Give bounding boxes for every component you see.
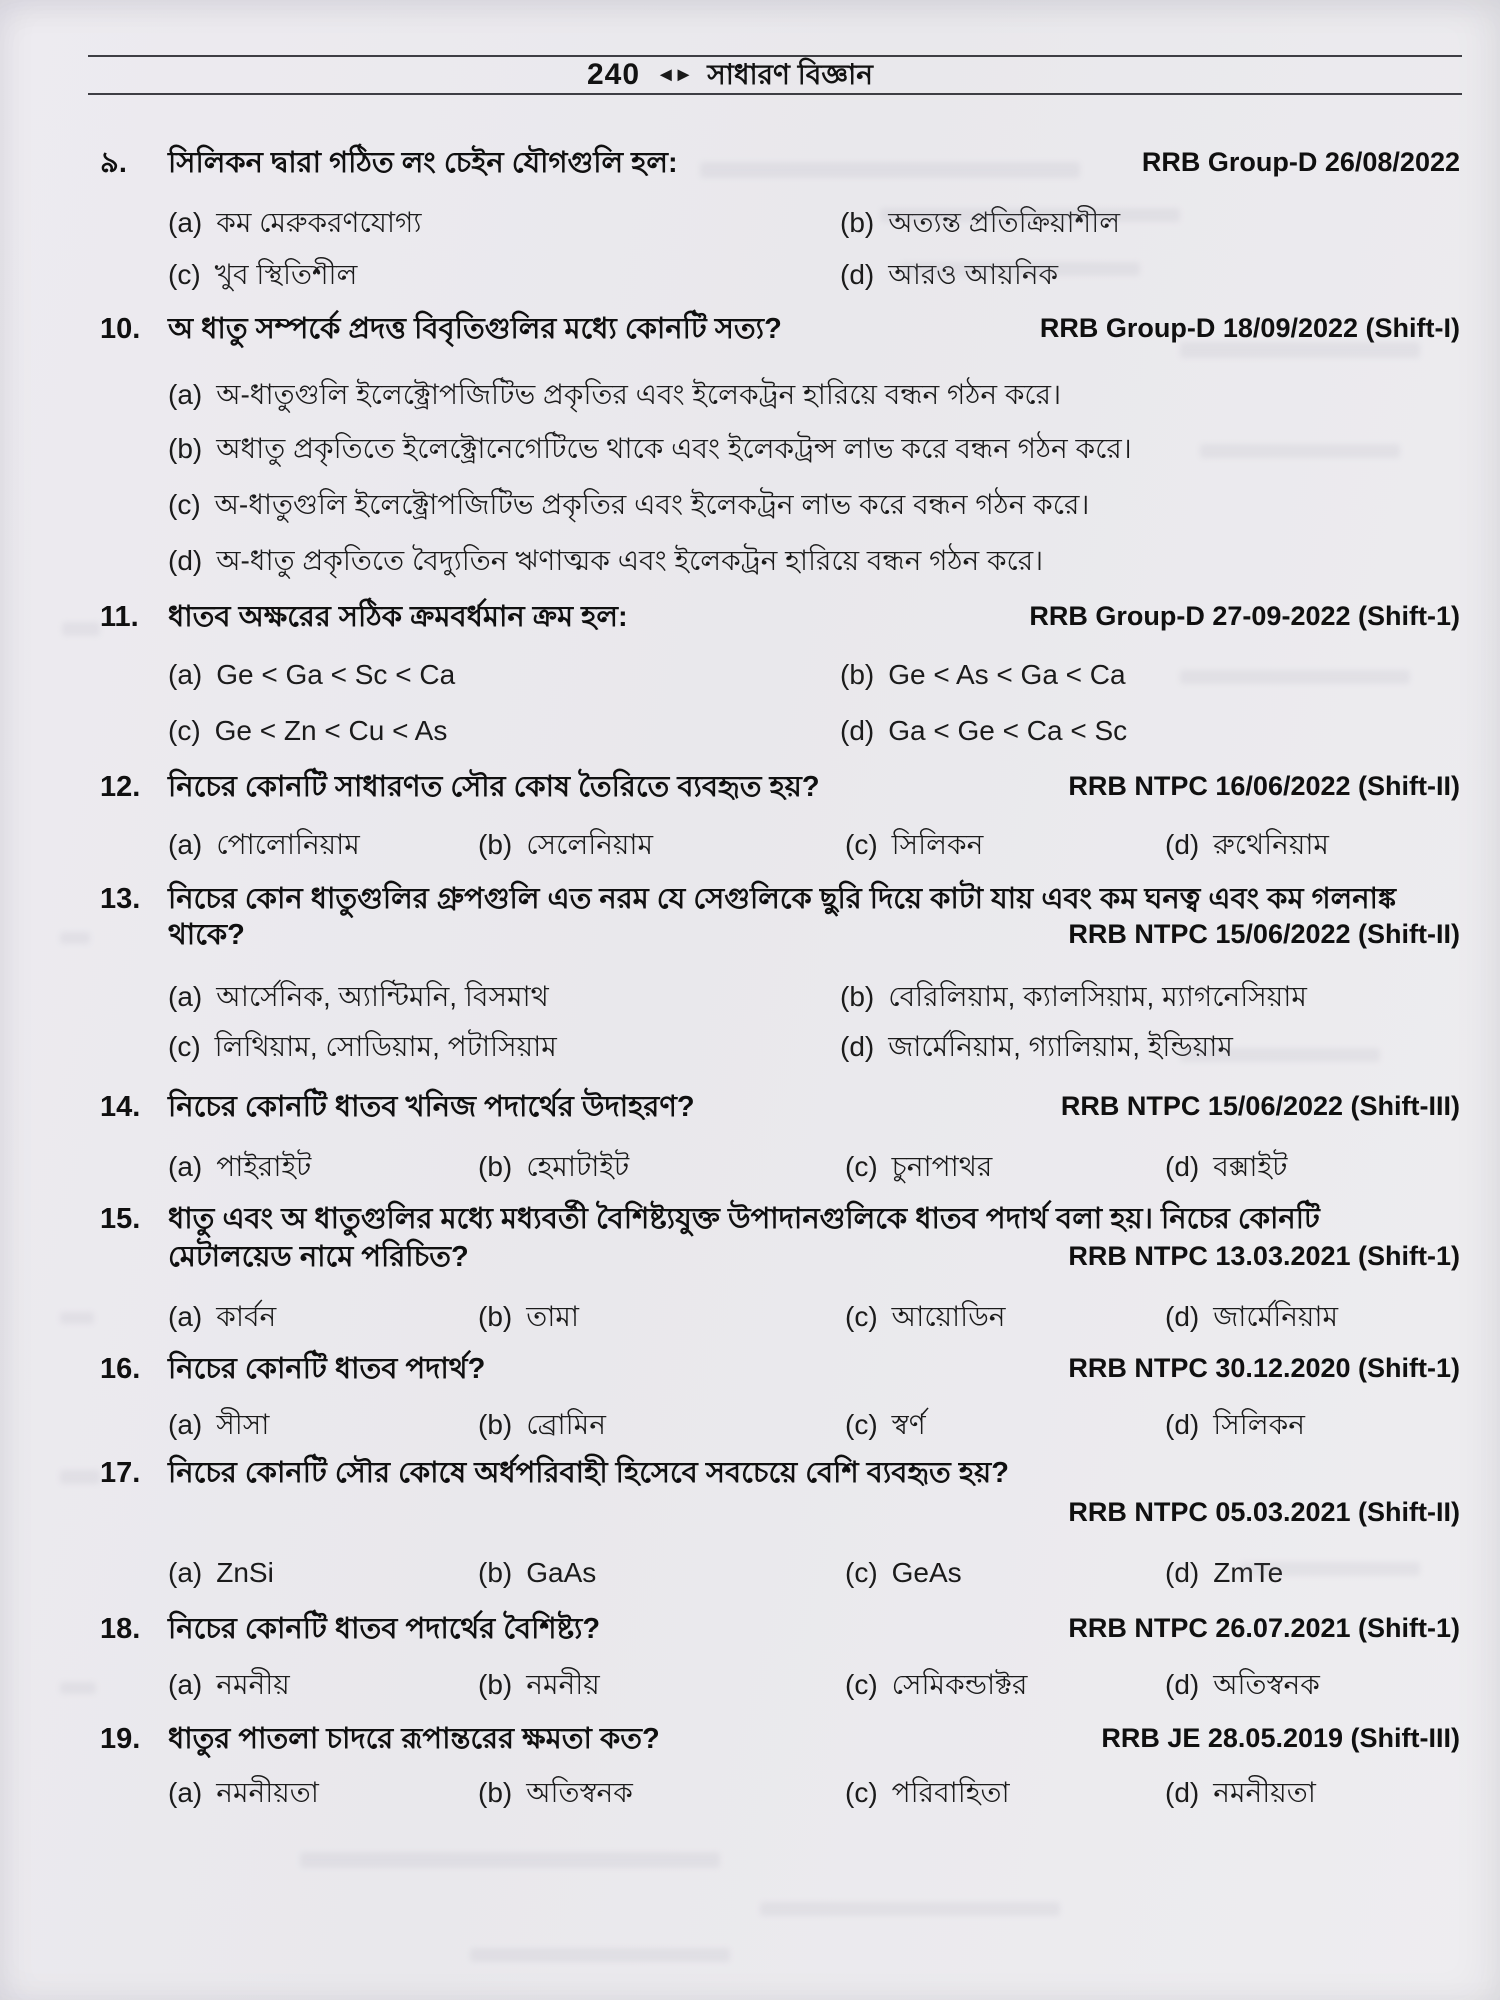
option-d [1165,828,1460,862]
option-label: (b) [840,207,875,238]
bleedthrough-artifact [60,932,90,944]
option-text: অতিস্বনক [526,1777,633,1808]
option-label: (d) [840,1031,875,1062]
bleedthrough-artifact [470,1948,730,1962]
option-label: (a) [168,659,203,690]
option-d [1165,1556,1460,1590]
exam-ref-line [1050,1496,1460,1529]
question-number: 11. [100,601,139,633]
question-text-line2: মেটালয়েড নামে পরিচিত? [168,1241,469,1273]
option-label: (b) [478,1409,513,1440]
options-row [168,206,1460,240]
options-row [168,1150,1460,1184]
option-c [168,1030,840,1064]
question-number: 16. [100,1353,141,1385]
options-row [168,258,1460,292]
option-text: জার্মেনিয়াম, গ্যালিয়াম, ইন্ডিয়াম [888,1031,1233,1062]
question-text: নিচের কোনটি ধাতব পদার্থের বৈশিষ্ট্য? [168,1613,601,1645]
question-number: 18. [100,1613,141,1645]
option-label: (d) [168,545,203,576]
option-label: (c) [168,489,201,520]
question-number: 15. [100,1203,141,1235]
question-block [100,312,1460,347]
exam-ref: RRB Group-D 18/09/2022 (Shift-I) [1039,313,1460,343]
option-text: সীসা [216,1409,270,1440]
option-text: অ-ধাতুগুলি ইলেক্ট্রোপজিটিভ প্রকৃতির এবং ইলেকট্রন লাভ করে বন্ধন গঠন করে। [214,489,1090,520]
option-d [168,544,1490,578]
header-rule-bottom [88,93,1462,95]
option-text: পোলোনিয়াম [216,829,360,860]
option-text: লিথিয়াম, সোডিয়াম, পটাসিয়াম [214,1031,557,1062]
option-b [168,432,1490,466]
option-a [168,206,840,240]
question-text: নিচের কোনটি সৌর কোষে অর্ধপরিবাহী হিসেবে সবচেয়ে বেশি ব্যবহৃত হয়? [168,1457,1009,1489]
question-number: 12. [100,771,141,803]
option-a [168,828,478,862]
option-label: (c) [845,1151,878,1182]
option-label: (d) [1165,1777,1200,1808]
option-text: তামা [526,1301,580,1332]
option-label: (d) [1165,1669,1200,1700]
option-text: নমনীয় [216,1669,290,1700]
exam-ref: RRB NTPC 13.03.2021 (Shift-1) [1068,1241,1460,1271]
option-text: চুনাপাথর [891,1151,993,1182]
question-number: 10. [100,313,141,345]
options-row [168,1408,1460,1442]
page-title: সাধারণ বিজ্ঞান [707,59,873,90]
option-text: পরিবাহিতা [891,1777,1010,1808]
question-continuation [168,918,1460,953]
option-text: অতিস্বনক [1213,1669,1320,1700]
option-d [1165,1776,1460,1810]
page-number: 240 [587,58,641,91]
option-c [168,714,840,748]
option-a [168,658,840,692]
question-block [100,1722,1460,1757]
diamond-separator-icon: ◄► [655,64,692,86]
question-text-line2: থাকে? [168,919,245,951]
option-a [168,1300,478,1334]
option-text: অত্যন্ত প্রতিক্রিয়াশীল [888,207,1121,238]
option-label: (b) [478,829,513,860]
exam-ref: RRB Group-D 26/08/2022 [1141,147,1460,177]
option-text: অ-ধাতু প্রকৃতিতে বৈদ্যুতিন ঋণাত্মক এবং ইলেকট্রন হারিয়ে বন্ধন গঠন করে। [216,545,1044,576]
question-block [100,146,1460,181]
option-text: ZnSi [216,1557,274,1588]
option-d [1165,1408,1460,1442]
option-label: (d) [840,715,875,746]
option-label: (d) [1165,829,1200,860]
option-text: বেরিলিয়াম, ক্যালসিয়াম, ম্যাগনেসিয়াম [888,981,1307,1012]
option-label: (c) [168,715,201,746]
option-label: (a) [168,379,203,410]
option-a [168,1408,478,1442]
option-text: Ge < As < Ga < Ca [888,659,1126,690]
option-c [168,258,840,292]
option-text: সেমিকন্ডাক্টর [891,1669,1028,1700]
option-label: (a) [168,1301,203,1332]
options-row [168,1030,1460,1064]
option-text: GaAs [526,1557,597,1588]
option-label: (a) [168,1669,203,1700]
question-block [100,600,1460,635]
option-label: (b) [478,1557,513,1588]
option-c [845,1556,1165,1590]
option-d [1165,1300,1460,1334]
question-block [100,770,1460,805]
option-text: জার্মেনিয়াম [1213,1301,1339,1332]
option-text: Ga < Ge < Ca < Sc [888,715,1128,746]
question-text: নিচের কোন ধাতুগুলির গ্রুপগুলি এত নরম যে সেগুলিকে ছুরি দিয়ে কাটা যায় এবং কম ঘনত্ব এবং কম গলনাঙ্ক [168,883,1397,915]
options-row [168,378,1490,412]
option-b [478,1300,845,1334]
question-block [100,1202,1460,1237]
option-b [840,658,1460,692]
exam-ref: RRB NTPC 15/06/2022 (Shift-II) [1068,919,1460,949]
options-row [168,1668,1460,1702]
options-row [168,980,1460,1014]
option-label: (a) [168,1557,203,1588]
options-row [168,544,1490,578]
option-c [845,1408,1165,1442]
option-a [168,1556,478,1590]
question-block [100,882,1460,917]
option-text: খুব স্থিতিশীল [214,259,358,290]
option-label: (b) [478,1669,513,1700]
option-text: রুথেনিয়াম [1213,829,1329,860]
option-label: (c) [168,1031,201,1062]
option-label: (c) [845,1777,878,1808]
option-label: (a) [168,829,203,860]
option-text: ব্রোমিন [526,1409,606,1440]
option-text: কম মেরুকরণযোগ্য [216,207,422,238]
option-a [168,1776,478,1810]
bleedthrough-artifact [60,1682,96,1694]
option-text: নমনীয়তা [216,1777,319,1808]
option-text: পাইরাইট [216,1151,312,1182]
option-c [845,828,1165,862]
exam-ref: RRB NTPC 05.03.2021 (Shift-II) [1068,1497,1460,1527]
option-b [478,1408,845,1442]
question-block [100,1456,1460,1491]
option-b [478,1668,845,1702]
option-text: নমনীয় [526,1669,600,1700]
option-label: (a) [168,207,203,238]
option-label: (d) [840,259,875,290]
option-b [478,1776,845,1810]
option-c [845,1150,1165,1184]
option-text: সিলিকন [891,829,984,860]
options-row [168,1556,1460,1590]
exam-ref: RRB NTPC 16/06/2022 (Shift-II) [1068,771,1460,801]
option-a [168,980,840,1014]
option-label: (b) [478,1151,513,1182]
option-b [478,828,845,862]
exam-ref: RRB NTPC 26.07.2021 (Shift-1) [1068,1613,1460,1643]
option-label: (b) [478,1777,513,1808]
question-number: ৯. [100,147,127,179]
option-a [168,1150,478,1184]
exam-ref: RRB NTPC 15/06/2022 (Shift-III) [1060,1091,1460,1121]
bleedthrough-artifact [62,622,100,636]
option-label: (d) [1165,1557,1200,1588]
options-row [168,828,1460,862]
options-row [168,488,1490,522]
option-c [168,488,1490,522]
option-text: সিলিকন [1213,1409,1305,1440]
option-text: GeAs [891,1557,962,1588]
option-label: (c) [845,1557,878,1588]
option-label: (d) [1165,1409,1200,1440]
option-text: Ge < Ga < Sc < Ca [216,659,456,690]
option-text: ZmTe [1213,1557,1284,1588]
option-label: (b) [840,659,875,690]
question-text: নিচের কোনটি ধাতব পদার্থ? [168,1353,486,1385]
option-text: অ-ধাতুগুলি ইলেক্ট্রোপজিটিভ প্রকৃতির এবং ইলেকট্রন হারিয়ে বন্ধন গঠন করে। [216,379,1062,410]
option-text: হেমাটাইট [526,1151,630,1182]
option-b [478,1556,845,1590]
question-continuation [168,1240,1460,1275]
question-text: নিচের কোনটি ধাতব খনিজ পদার্থের উদাহরণ? [168,1091,695,1123]
option-text: Ge < Zn < Cu < As [214,715,448,746]
question-number: 19. [100,1723,141,1755]
option-d [1165,1668,1460,1702]
option-b [840,206,1460,240]
question-block [100,1352,1460,1387]
question-block [100,1612,1460,1647]
option-text: আর্সেনিক, অ্যান্টিমনি, বিসমাথ [216,981,549,1012]
option-label: (a) [168,1777,203,1808]
option-label: (c) [845,829,878,860]
bleedthrough-artifact [60,1470,100,1484]
option-d [1165,1150,1460,1184]
question-number: 13. [100,883,141,915]
bleedthrough-artifact [300,1852,720,1868]
option-text: অধাতু প্রকৃতিতে ইলেক্ট্রোনেগেটিভে থাকে এবং ইলেকট্রন্স লাভ করে বন্ধন গঠন করে। [216,433,1132,464]
bleedthrough-artifact [60,1312,94,1324]
option-text: নমনীয়তা [1213,1777,1316,1808]
exam-ref: RRB NTPC 30.12.2020 (Shift-1) [1068,1353,1460,1383]
option-d [840,714,1460,748]
bleedthrough-artifact [760,1902,1060,1916]
option-label: (c) [845,1669,878,1700]
option-d [840,258,1460,292]
option-a [168,378,1490,412]
option-c [845,1776,1165,1810]
question-text: ধাতু এবং অ ধাতুগুলির মধ্যে মধ্যবর্তী বৈশিষ্ট্যযুক্ত উপাদানগুলিকে ধাতব পদার্থ বলা হয়। নিচের কোনটি [168,1203,1320,1235]
option-text: বক্সাইট [1213,1151,1288,1182]
option-label: (c) [845,1301,878,1332]
option-c [845,1300,1165,1334]
question-number: 17. [100,1457,141,1489]
options-row [168,432,1490,466]
option-b [478,1150,845,1184]
option-a [168,1668,478,1702]
question-text: নিচের কোনটি সাধারণত সৌর কোষ তৈরিতে ব্যবহৃত হয়? [168,771,820,803]
question-block [100,1090,1460,1125]
option-label: (a) [168,1409,203,1440]
option-label: (d) [1165,1301,1200,1332]
option-text: কার্বন [216,1301,277,1332]
option-d [840,1030,1460,1064]
question-number: 14. [100,1091,141,1123]
page-header [88,57,1462,94]
option-text: আরও আয়নিক [888,259,1059,290]
option-label: (b) [840,981,875,1012]
option-label: (c) [168,259,201,290]
option-label: (a) [168,981,203,1012]
options-row [168,658,1460,692]
exam-ref: RRB JE 28.05.2019 (Shift-III) [1101,1723,1460,1753]
exam-ref: RRB Group-D 27-09-2022 (Shift-1) [1029,601,1460,631]
option-text: আয়োডিন [891,1301,1006,1332]
question-text: অ ধাতু সম্পর্কে প্রদত্ত বিবৃতিগুলির মধ্যে কোনটি সত্য? [168,313,782,345]
option-text: সেলেনিয়াম [526,829,654,860]
option-label: (b) [478,1301,513,1332]
question-text: ধাতুর পাতলা চাদরে রূপান্তরের ক্ষমতা কত? [168,1723,660,1755]
options-row [168,714,1460,748]
option-label: (c) [845,1409,878,1440]
question-text: সিলিকন দ্বারা গঠিত লং চেইন যৌগগুলি হল: [168,147,678,179]
option-label: (a) [168,1151,203,1182]
option-text: স্বর্ণ [891,1409,926,1440]
option-b [840,980,1460,1014]
option-c [845,1668,1165,1702]
options-row [168,1300,1460,1334]
options-row [168,1776,1460,1810]
option-label: (d) [1165,1151,1200,1182]
question-text: ধাতব অক্ষরের সঠিক ক্রমবর্ধমান ক্রম হল: [168,601,628,633]
option-label: (b) [168,433,203,464]
